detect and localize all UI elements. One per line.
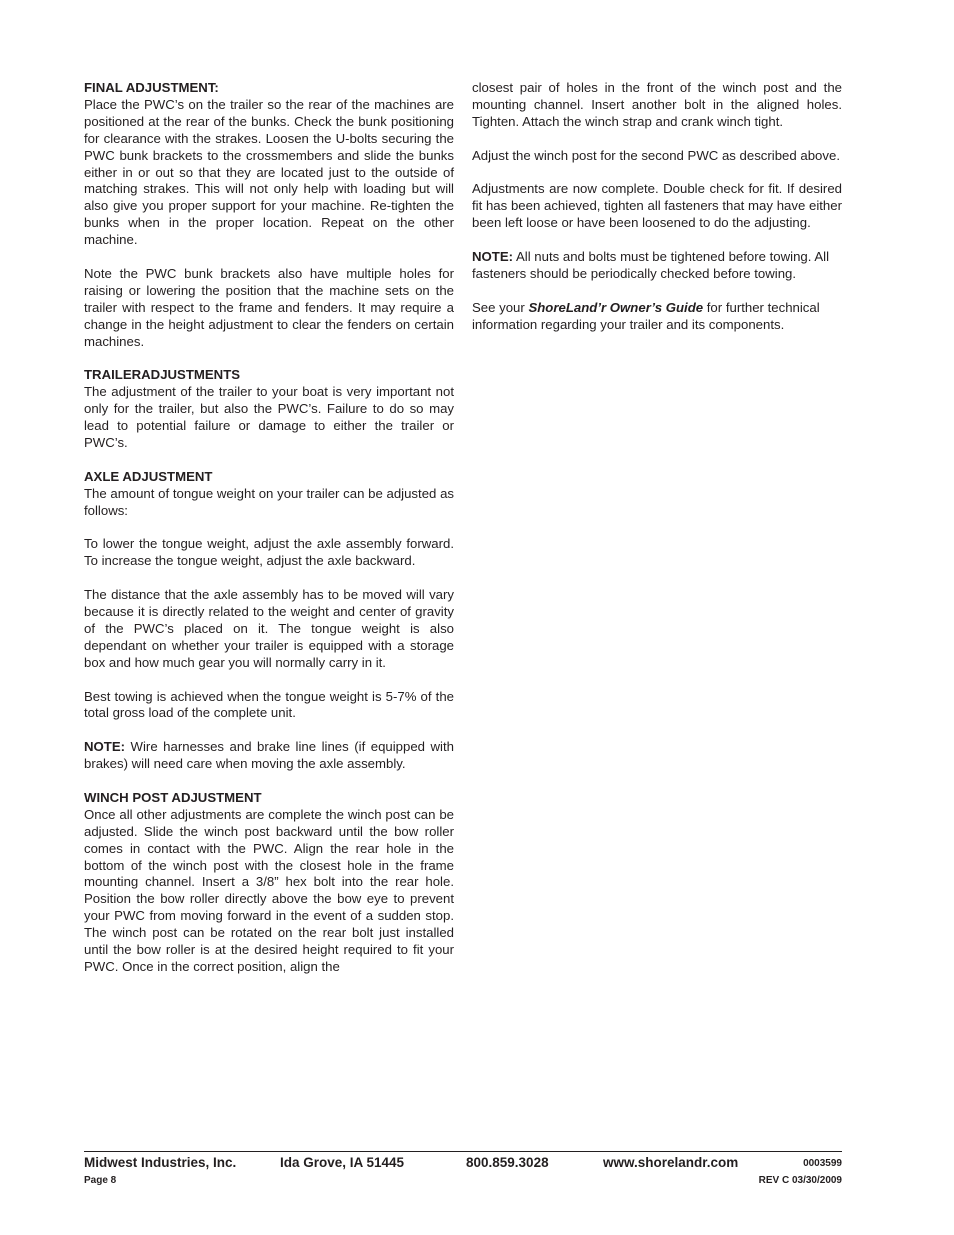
final-adjustment-paragraph: Place the PWC’s on the trailer so the rear of the machines are positioned at the rear of the bunks. Check the bunk positioning for clearance with the strakes. Loosen the U-bolts securing the PWC bunk brackets to the crossmembers and slide the bunks either in or out so that they are located just to the outside of matching strakes. This will not only help with loading but will also give you proper support for your machine. Re-tighten the bunks when in the proper location. Repeat on the other machine.: [84, 96, 454, 248]
left-column: [84, 80, 454, 993]
axle-adjustment-heading: AXLE ADJUSTMENT: [84, 468, 213, 484]
footer-phone: 800.859.3028: [466, 1155, 549, 1170]
winch-post-paragraph: Once all other adjustments are complete the winch post can be adjusted. Slide the winch post backward until the bow roller comes in contact with the PWC. Align the rear hole in the bottom of the winch post with the closest hole in the frame mounting channel. Insert a 3/8” hex bolt into the rear hole. Position the bow roller directly above the bow eye to prevent your PWC from moving forward in the event of a sudden stop. The winch post can be rotated on the rear bolt just installed until the bow roller is at the desired height required to fit your PWC. Once in the correct position, align the: [84, 806, 454, 974]
guide-title: ShoreLand’r Owner’s Guide: [528, 299, 704, 315]
winch-post-continued-paragraph: closest pair of holes in the front of the winch post and the mounting channel. Insert another bolt in the aligned holes. Tighten. Attach the winch strap and crank winch tight.: [472, 80, 842, 129]
adjustments-complete-paragraph: Adjustments are now complete. Double check for fit. If desired fit has been achieved, tighten all fasteners that may have either been left loose or have been loosened to do the adjusting.: [472, 181, 842, 231]
fasteners-note-paragraph: [472, 249, 842, 283]
footer-website: www.shorelandr.com: [603, 1155, 739, 1170]
note-label: NOTE:: [472, 249, 514, 265]
guide-suffix: for further technical information regarding your trailer and its components.: [472, 299, 820, 332]
second-pwc-paragraph: Adjust the winch post for the second PWC as described above.: [472, 147, 840, 163]
right-column: [472, 80, 842, 350]
axle-distance-paragraph: The distance that the axle assembly has to be moved will vary because it is directly related to the weight and center of gravity of the PWC’s placed on it. The tongue weight is also dependant on whether your trailer is equipped with a storage box and how much gear you will normally carry in it.: [84, 587, 454, 670]
note-text: Wire harnesses and brake line lines (if equipped with brakes) will need care when moving the axle assembly.: [84, 739, 454, 772]
footer-doc-number: 0003599: [803, 1158, 842, 1169]
footer-city: Ida Grove, IA 51445: [280, 1155, 405, 1170]
owners-guide-paragraph: [472, 300, 842, 334]
guide-prefix: See your: [472, 299, 529, 315]
best-towing-paragraph: Best towing is achieved when the tongue weight is 5-7% of the total gross load of the complete unit.: [84, 688, 454, 721]
bunk-bracket-note-paragraph: Note the PWC bunk brackets also have multiple holes for raising or lowering the position that the machine sets on the trailer with respect to the frame and fenders. It may require a change in the height adjustment to clear the fenders on certain machines.: [84, 265, 454, 349]
axle-intro-paragraph: The amount of tongue weight on your trailer can be adjusted as follows:: [84, 485, 454, 518]
trailer-adjustments-heading: TRAILERADJUSTMENTS: [84, 367, 241, 383]
footer-divider: [84, 1151, 842, 1152]
final-adjustment-heading: FINAL ADJUSTMENT:: [84, 80, 219, 95]
footer-page-number: Page 8: [84, 1175, 117, 1186]
footer-company: Midwest Industries, Inc.: [84, 1155, 237, 1170]
note-label: NOTE:: [84, 739, 126, 755]
note-text: All nuts and bolts must be tightened before towing. All fasteners should be periodically checked before towing.: [472, 249, 829, 281]
winch-post-heading: WINCH POST ADJUSTMENT: [84, 789, 262, 805]
trailer-adjustments-paragraph: The adjustment of the trailer to your boat is very important not only for the trailer, but also the PWC’s. Failure to do so may lead to potential failure or damage to either the trailer or PWC’s.: [84, 384, 454, 450]
page-footer: [84, 1155, 842, 1195]
tongue-weight-paragraph: To lower the tongue weight, adjust the axle assembly forward. To increase the tongue weight, adjust the axle backward.: [84, 536, 454, 569]
footer-revision: REV C 03/30/2009: [758, 1175, 842, 1186]
axle-note-paragraph: [84, 739, 454, 773]
